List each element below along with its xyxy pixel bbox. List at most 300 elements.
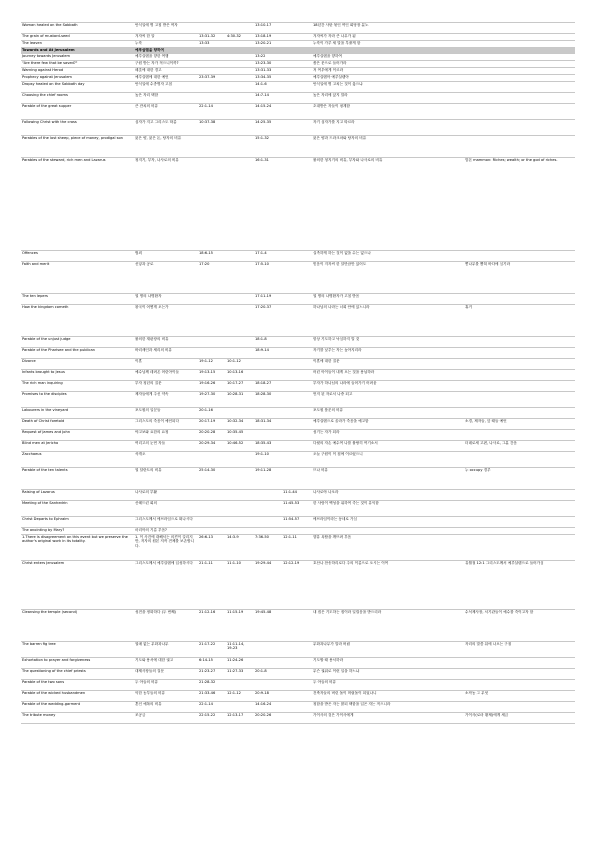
- cell-side-note: 소작농 그 무엇: [463, 691, 575, 702]
- cell-event-english: Promises to the disciples: [21, 392, 133, 408]
- cell-side-note: [463, 490, 575, 501]
- table-row: [21, 691, 575, 702]
- cell-event-korean: 신앙과 공로: [133, 262, 197, 294]
- cell-ref-mark: 11:1-10: [225, 561, 253, 610]
- cell-ref-matthew: 18:6-15: [197, 251, 225, 262]
- cell-summary-note: 섬기는 자가 되라: [311, 430, 463, 441]
- cell-event-english: Prophecy against Jerusalem: [21, 75, 133, 82]
- cell-ref-john: 11:54-57: [281, 517, 311, 528]
- cell-ref-matthew: [197, 136, 225, 158]
- table-row: [21, 408, 575, 419]
- cell-ref-matthew: [197, 82, 225, 93]
- cell-event-korean: 왕국이 어떻게 오는가: [133, 305, 197, 337]
- cell-event-english: The questioning of the chief priests: [21, 669, 133, 680]
- cell-event-english: Request of James and John: [21, 430, 133, 441]
- cell-ref-luke: [253, 490, 281, 501]
- cell-side-note: [463, 93, 575, 104]
- cell-side-note: [463, 348, 575, 359]
- cell-side-note: [463, 408, 575, 419]
- cell-ref-mark: 10:13-16: [225, 370, 253, 381]
- cell-side-note: 맘몬 mammon: Riches; wealth; or the god of riches.: [463, 158, 575, 251]
- cell-summary-note: 안식일에 병 고치는 것이 옳으냐: [311, 82, 463, 93]
- cell-ref-mark: [225, 305, 253, 337]
- table-row: [21, 517, 575, 528]
- table-row: [21, 34, 575, 41]
- cell-ref-john: [281, 120, 311, 136]
- cell-ref-mark: 10:17-27: [225, 381, 253, 392]
- cell-ref-matthew: 22:1-14: [197, 702, 225, 713]
- cell-ref-mark: [225, 93, 253, 104]
- cell-summary-note: 나사로야 나오라: [311, 490, 463, 501]
- cell-ref-john: [281, 642, 311, 658]
- cell-side-note: [463, 75, 575, 82]
- cell-ref-mark: [225, 262, 253, 294]
- cell-event-english: Parable of the Pharisee and the publican: [21, 348, 133, 359]
- cell-ref-luke: 7:36-50: [253, 535, 281, 561]
- cell-event-english: Dropsy healed on the Sabbath day: [21, 82, 133, 93]
- cell-ref-matthew: [197, 490, 225, 501]
- cell-event-english: Offences: [21, 251, 133, 262]
- cell-side-note: [463, 82, 575, 93]
- table-row: [21, 370, 575, 381]
- cell-ref-mark: [225, 23, 253, 34]
- cell-ref-matthew: [197, 528, 225, 535]
- cell-ref-mark: 4:30-32: [225, 34, 253, 41]
- table-row: [21, 41, 575, 48]
- cell-event-korean: 기도와 용서에 대한 권고: [133, 658, 197, 669]
- cell-ref-matthew: 21:1-11: [197, 561, 225, 610]
- cell-ref-matthew: [197, 348, 225, 359]
- cell-ref-mark: 12:1-12: [225, 691, 253, 702]
- cell-side-note: [463, 61, 575, 68]
- cell-summary-note: 호산나 찬송하리로다 주의 이름으로 오시는 이여: [311, 561, 463, 610]
- cell-summary-note: 이혼에 대한 질문: [311, 359, 463, 370]
- cell-summary-note: 누룩이 가루 세 말을 부풀게 함: [311, 41, 463, 48]
- cell-ref-mark: [225, 468, 253, 490]
- cell-ref-john: [281, 392, 311, 408]
- cell-event-korean: 제자들에게 주신 약속: [133, 392, 197, 408]
- cell-ref-matthew: 23:37-39: [197, 75, 225, 82]
- cell-ref-john: [281, 68, 311, 75]
- document-page: [21, 22, 575, 724]
- table-row: [21, 75, 575, 82]
- cell-event-english: Journey towards Jerusalem: [21, 54, 133, 61]
- cell-side-note: [463, 528, 575, 535]
- table-row: [21, 535, 575, 561]
- cell-event-english: Labourers in the vineyard: [21, 408, 133, 419]
- cell-ref-matthew: 21:23-27: [197, 669, 225, 680]
- table-row: [21, 419, 575, 430]
- cell-ref-john: [281, 702, 311, 713]
- cell-event-english: Parable of the unjust judge: [21, 337, 133, 348]
- cell-event-english: Woman healed on the Sabbath: [21, 23, 133, 34]
- cell-ref-john: [281, 713, 311, 724]
- cell-summary-note: 오늘 구원이 이 집에 이르렀으니: [311, 452, 463, 468]
- cell-summary-note: 청함을 받은 자는 많되 택함을 입은 자는 적으니라: [311, 702, 463, 713]
- cell-ref-luke: [253, 370, 281, 381]
- cell-ref-mark: [225, 120, 253, 136]
- table-row: [21, 381, 575, 392]
- table-row: [21, 120, 575, 136]
- cell-ref-luke: 14:25-35: [253, 120, 281, 136]
- cell-summary-note: 예루살렘으로 올라가 죽음을 예고함: [311, 419, 463, 430]
- cell-ref-matthew: 10:37-38: [197, 120, 225, 136]
- cell-ref-john: [281, 41, 311, 48]
- cell-event-korean: 열매 없는 무화과나무: [133, 642, 197, 658]
- cell-ref-matthew: 21:33-46: [197, 691, 225, 702]
- cell-side-note: [463, 294, 575, 305]
- table-row: [21, 348, 575, 359]
- cell-event-english: The leaven: [21, 41, 133, 48]
- cell-ref-luke: 17:1-4: [253, 251, 281, 262]
- cell-ref-john: [281, 348, 311, 359]
- table-row: [21, 104, 575, 120]
- cell-side-note: [463, 337, 575, 348]
- cell-ref-john: [281, 34, 311, 41]
- cell-event-english: "Are there few that be saved?": [21, 61, 133, 68]
- table-row: [21, 23, 575, 34]
- cell-ref-john: [281, 75, 311, 82]
- cell-ref-john: [281, 104, 311, 120]
- cell-side-note: [463, 359, 575, 370]
- cell-summary-note: 하나님의 나라는 너희 안에 있느니라: [311, 305, 463, 337]
- cell-side-note: [463, 41, 575, 48]
- cell-ref-mark: [225, 75, 253, 82]
- cell-event-english: The barren fig tree: [21, 642, 133, 658]
- cell-ref-mark: 10:1-12: [225, 359, 253, 370]
- cell-ref-matthew: [197, 158, 225, 251]
- cell-ref-mark: [225, 702, 253, 713]
- cell-ref-luke: 13:20-21: [253, 41, 281, 48]
- cell-ref-luke: 19:45-48: [253, 610, 281, 642]
- cell-ref-matthew: [197, 93, 225, 104]
- cell-summary-note: 무슨 권위로 이런 일을 하느냐: [311, 669, 463, 680]
- cell-event-english: Choosing the chief rooms: [21, 93, 133, 104]
- cell-summary-note: 불의한 청지기의 비유, 부자와 나사로의 비유: [311, 158, 463, 251]
- cell-summary-note: 믿음이 겨자씨 한 알만큼만 있어도: [311, 262, 463, 294]
- cell-ref-mark: [225, 294, 253, 305]
- cell-ref-luke: 18:9-14: [253, 348, 281, 359]
- cell-event-english: Following Christ with the cross: [21, 120, 133, 136]
- cell-ref-john: [281, 610, 311, 642]
- table-row: [21, 468, 575, 490]
- cell-event-korean: 여리고의 눈먼 자들: [133, 441, 197, 452]
- cell-ref-mark: [225, 337, 253, 348]
- cell-side-note: [463, 392, 575, 408]
- cell-ref-john: [281, 658, 311, 669]
- cell-ref-matthew: [197, 54, 225, 61]
- cell-event-english: Meeting of the Sanhedrin: [21, 501, 133, 517]
- cell-event-english: Infants brought to Jesus: [21, 370, 133, 381]
- cell-ref-matthew: 22:15-22: [197, 713, 225, 724]
- cell-event-korean: 삭개오: [133, 452, 197, 468]
- cell-summary-note: 예루살렘아 예루살렘아: [311, 75, 463, 82]
- table-row: [21, 251, 575, 262]
- cell-summary-note: 포도원 품꾼의 비유: [311, 408, 463, 419]
- cell-ref-luke: 18:35-43: [253, 441, 281, 452]
- cell-ref-luke: 14:16-24: [253, 702, 281, 713]
- cell-ref-john: [281, 359, 311, 370]
- cell-side-note: 수석제사장, 서기관들이 예수를 죽이고자 함: [463, 610, 575, 642]
- cell-side-note: 소경, 제자들, 앞 때들 예언: [463, 419, 575, 430]
- cell-ref-john: [281, 262, 311, 294]
- cell-ref-matthew: 21:12-16: [197, 610, 225, 642]
- cell-ref-luke: 17:5-10: [253, 262, 281, 294]
- table-row: [21, 561, 575, 610]
- table-row: [21, 490, 575, 501]
- cell-ref-luke: 16:1-31: [253, 158, 281, 251]
- cell-side-note: [463, 381, 575, 392]
- cell-ref-john: [281, 93, 311, 104]
- table-body: [21, 23, 575, 724]
- cell-side-note: [463, 54, 575, 61]
- cell-summary-note: 높은 자리에 앉지 말라: [311, 93, 463, 104]
- cell-event-english: The ten lepers: [21, 294, 133, 305]
- cell-ref-matthew: [197, 294, 225, 305]
- cell-side-note: [463, 104, 575, 120]
- table-row: [21, 669, 575, 680]
- table-row: [21, 680, 575, 691]
- cell-event-korean: 불의한 재판장의 비유: [133, 337, 197, 348]
- cell-event-korean: 누룩: [133, 41, 197, 48]
- cell-event-korean: 안식일에 수종병자 고침: [133, 82, 197, 93]
- cell-side-note: [463, 251, 575, 262]
- cell-ref-luke: [253, 359, 281, 370]
- table-row: [21, 262, 575, 294]
- cell-ref-john: [281, 54, 311, 61]
- cell-event-english: Exhortation to prayer and forgiveness: [21, 658, 133, 669]
- cell-ref-matthew: 21:17-22: [197, 642, 225, 658]
- cell-event-english: Warning against Herod: [21, 68, 133, 75]
- cell-event-korean: 범죄: [133, 251, 197, 262]
- cell-event-korean: 그리스도께서 에브라임으로 떠나시다: [133, 517, 197, 528]
- cell-event-english: Blind men at Jericho: [21, 441, 133, 452]
- cell-event-english: Divorce: [21, 359, 133, 370]
- cell-ref-mark: [225, 41, 253, 48]
- cell-ref-matthew: 20:17-19: [197, 419, 225, 430]
- cell-summary-note: 초대받은 자들이 핑계함: [311, 104, 463, 120]
- cell-ref-matthew: [197, 68, 225, 75]
- cell-ref-mark: 12:13-17: [225, 713, 253, 724]
- cell-side-note: 가이사(로마 황제)에게 세금: [463, 713, 575, 724]
- cell-event-korean: 마리아의 기름 부음?: [133, 528, 197, 535]
- table-row: [21, 392, 575, 408]
- cell-ref-luke: 19:29-44: [253, 561, 281, 610]
- cell-summary-note: 좁은 문으로 들어가라: [311, 61, 463, 68]
- cell-event-korean: 그리스도의 죽음이 예언되다: [133, 419, 197, 430]
- cell-summary-note: 자기를 낮추는 자는 높아지리라: [311, 348, 463, 359]
- cell-event-korean: 높은 자리 택함: [133, 93, 197, 104]
- cell-ref-mark: [225, 452, 253, 468]
- cell-ref-luke: [253, 528, 281, 535]
- cell-side-note: 휴거: [463, 305, 575, 337]
- cell-ref-john: [281, 468, 311, 490]
- cell-ref-mark: [225, 68, 253, 75]
- cell-ref-luke: [253, 430, 281, 441]
- table-row: [21, 158, 575, 251]
- cell-ref-matthew: [197, 337, 225, 348]
- cell-ref-luke: 19:1-10: [253, 452, 281, 468]
- cell-event-english: Death of Christ foretold: [21, 419, 133, 430]
- cell-event-english: Faith and merit: [21, 262, 133, 294]
- table-row: [21, 642, 575, 658]
- cell-ref-mark: [225, 136, 253, 158]
- cell-event-korean: 구원 받는 자가 적으니이까?: [133, 61, 197, 68]
- cell-side-note: [463, 23, 575, 34]
- cell-summary-note: 가이사의 것은 가이사에게: [311, 713, 463, 724]
- table-row: [21, 359, 575, 370]
- cell-ref-john: [281, 337, 311, 348]
- cell-ref-john: 12:12-19: [281, 561, 311, 610]
- cell-summary-note: 어린 아이들이 내게 오는 것을 용납하라: [311, 370, 463, 381]
- cell-ref-matthew: [197, 305, 225, 337]
- cell-ref-john: [281, 294, 311, 305]
- cell-summary-note: 다윗의 자손 예수여 나를 불쌍히 여기소서: [311, 441, 463, 452]
- cell-summary-note: 두 아들의 비유: [311, 680, 463, 691]
- cell-ref-luke: 18:28-30: [253, 392, 281, 408]
- cell-event-english: The anointing by Mary?: [21, 528, 133, 535]
- cell-event-english: The tribute money: [21, 713, 133, 724]
- cell-ref-matthew: 22:1-14: [197, 104, 225, 120]
- cell-ref-mark: 11:11-14, 19-23: [225, 642, 253, 658]
- cell-summary-note: 향유 옥합을 깨뜨려 부음: [311, 535, 463, 561]
- cell-ref-john: [281, 452, 311, 468]
- cell-side-note: [463, 452, 575, 468]
- cell-side-note: [463, 430, 575, 441]
- cell-event-korean: 십자가 지고 그리스도 따름: [133, 120, 197, 136]
- cell-event-korean: 겨자씨 한 알: [133, 34, 197, 41]
- cell-summary-note: 내 집은 기도하는 집이라 일컬음을 받으리라: [311, 610, 463, 642]
- cell-event-korean: 열 명의 나병환자: [133, 294, 197, 305]
- cell-event-korean: 잃은 양, 잃은 돈, 탕자의 비유: [133, 136, 197, 158]
- table-row: [21, 430, 575, 441]
- cell-event-korean: 예루살렘에 대한 예언: [133, 75, 197, 82]
- cell-ref-matthew: 20:29-34: [197, 441, 225, 452]
- cell-ref-mark: [225, 517, 253, 528]
- cell-ref-mark: 11:27-33: [225, 669, 253, 680]
- cell-event-english: Cleansing the temple (second): [21, 610, 133, 642]
- cell-event-korean: 야고보와 요한의 요청: [133, 430, 197, 441]
- cell-summary-note: 실족하게 하는 것이 없을 수는 없으나: [311, 251, 463, 262]
- cell-side-note: [463, 136, 575, 158]
- cell-event-english: Parable of the great supper: [21, 104, 133, 120]
- cell-event-korean: 예루살렘을 향하여: [133, 48, 197, 54]
- cell-side-note: [463, 120, 575, 136]
- cell-event-english: Parable of the wedding-garment: [21, 702, 133, 713]
- cell-event-korean: 나사로의 부활: [133, 490, 197, 501]
- cell-ref-mark: 11:24-26: [225, 658, 253, 669]
- cell-summary-note: 열 명의 나병환자가 고침 받음: [311, 294, 463, 305]
- table-row: [21, 61, 575, 68]
- cell-side-note: 자리의 말씀 뒤에 나오는 구절: [463, 642, 575, 658]
- cell-ref-luke: 17:20-37: [253, 305, 281, 337]
- cell-ref-john: 12:1-11: [281, 535, 311, 561]
- cell-ref-john: [281, 528, 311, 535]
- cell-ref-luke: [253, 408, 281, 419]
- harmony-table: [21, 22, 575, 724]
- cell-event-english: How the kingdom cometh: [21, 305, 133, 337]
- cell-event-english: Parable of the ten talents: [21, 468, 133, 490]
- cell-event-korean: 부자 청년의 질문: [133, 381, 197, 392]
- cell-ref-mark: [225, 348, 253, 359]
- cell-ref-mark: 11:15-19: [225, 610, 253, 642]
- cell-event-english: Towards and At Jerusalem: [21, 48, 133, 54]
- cell-event-korean: 큰 잔치의 비유: [133, 104, 197, 120]
- cell-ref-john: [281, 408, 311, 419]
- cell-event-korean: 안식일에 병 고침 받은 여자: [133, 23, 197, 34]
- cell-ref-matthew: [197, 501, 225, 517]
- cell-ref-mark: 14:3-9: [225, 535, 253, 561]
- table-row: [21, 136, 575, 158]
- cell-event-english: The rich man inquiring: [21, 381, 133, 392]
- table-row: [21, 54, 575, 61]
- cell-ref-mark: [225, 528, 253, 535]
- cell-side-note: [463, 680, 575, 691]
- cell-side-note: [463, 370, 575, 381]
- table-row: [21, 452, 575, 468]
- cell-ref-matthew: 19:16-26: [197, 381, 225, 392]
- cell-ref-matthew: 19:27-30: [197, 392, 225, 408]
- cell-event-korean: 포도원의 일꾼들: [133, 408, 197, 419]
- cell-event-korean: 성전을 정화하다 (두 번째): [133, 610, 197, 642]
- cell-ref-matthew: [197, 23, 225, 34]
- cell-event-korean: 혼인 예복의 비유: [133, 702, 197, 713]
- cell-summary-note: 무화과나무가 말라 버림: [311, 642, 463, 658]
- cell-event-english: Parable of the two sons: [21, 680, 133, 691]
- cell-event-korean: 조공금: [133, 713, 197, 724]
- cell-side-note: 더데로세 고편, 나사로, 그분 간음: [463, 441, 575, 452]
- cell-ref-luke: [253, 501, 281, 517]
- cell-ref-matthew: 19:1-12: [197, 359, 225, 370]
- table-row: [21, 68, 575, 75]
- cell-ref-luke: [253, 658, 281, 669]
- cell-side-note: [463, 517, 575, 528]
- cell-ref-luke: 13:18-19: [253, 34, 281, 41]
- cell-ref-luke: 19:11-28: [253, 468, 281, 490]
- cell-event-english: Parables of the lost sheep, piece of money, prodigal son: [21, 136, 133, 158]
- cell-ref-luke: 18:18-27: [253, 381, 281, 392]
- cell-summary-note: 18년간 사탄 묶인 여인 회당장 분노: [311, 23, 463, 34]
- cell-event-english: Christ enters Jerusalem: [21, 561, 133, 610]
- cell-ref-mark: 10:28-31: [225, 392, 253, 408]
- cell-ref-luke: 14:7-14: [253, 93, 281, 104]
- cell-ref-john: [281, 251, 311, 262]
- cell-ref-mark: [225, 251, 253, 262]
- cell-side-note: [463, 68, 575, 75]
- cell-ref-john: [281, 82, 311, 93]
- cell-event-english: Zacchaeus: [21, 452, 133, 468]
- cell-ref-mark: 10:35-45: [225, 430, 253, 441]
- table-row: [21, 82, 575, 93]
- cell-ref-luke: [253, 642, 281, 658]
- cell-event-korean: 예루살렘을 향한 여행: [133, 54, 197, 61]
- cell-ref-mark: [225, 61, 253, 68]
- table-row: [21, 658, 575, 669]
- cell-ref-luke: 13:23-30: [253, 61, 281, 68]
- cell-summary-note: 예루살렘을 향하여: [311, 54, 463, 61]
- cell-ref-john: [281, 669, 311, 680]
- cell-ref-john: [281, 381, 311, 392]
- cell-ref-john: [281, 680, 311, 691]
- cell-summary-note: 먼저 된 자로서 나중 되고: [311, 392, 463, 408]
- cell-ref-mark: [225, 82, 253, 93]
- cell-ref-mark: [225, 501, 253, 517]
- table-row: [21, 610, 575, 642]
- cell-summary-note: 겨자씨가 자라 큰 나무가 됨: [311, 34, 463, 41]
- cell-summary-note: 기도할 때 용서하라: [311, 658, 463, 669]
- cell-summary-note: 항상 기도하고 낙심하지 말 것: [311, 337, 463, 348]
- cell-event-korean: 두 아들의 비유: [133, 680, 197, 691]
